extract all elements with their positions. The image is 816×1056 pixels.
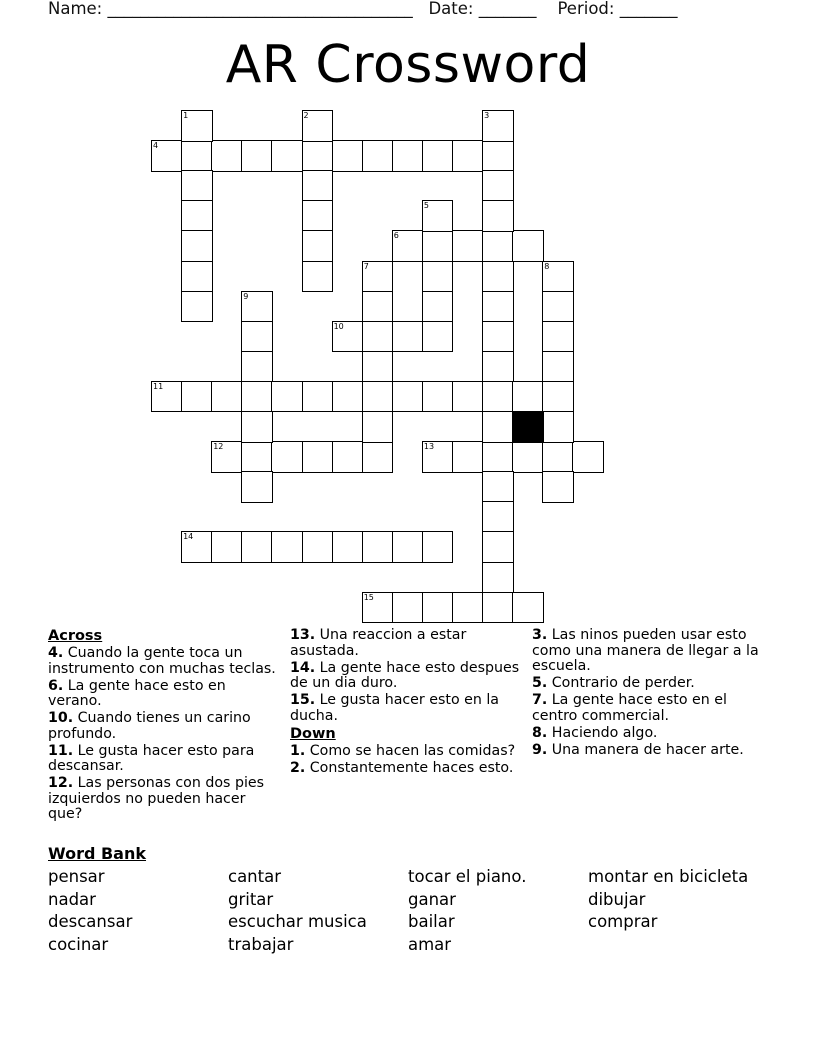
grid-cell[interactable] bbox=[422, 200, 454, 232]
clue bbox=[532, 693, 760, 724]
grid-cell[interactable] bbox=[422, 140, 454, 172]
grid-cell[interactable] bbox=[482, 441, 514, 473]
grid-cell[interactable] bbox=[241, 291, 273, 323]
grid-cell[interactable] bbox=[302, 531, 334, 563]
grid-cell[interactable] bbox=[362, 321, 394, 353]
word-bank-item: comprar bbox=[588, 912, 658, 931]
grid-cell[interactable] bbox=[392, 230, 424, 262]
clue-number-label: 15. bbox=[290, 692, 316, 708]
clue-number-label: 3. bbox=[532, 627, 548, 643]
clue-number-label: 4. bbox=[48, 645, 64, 661]
clue-number: 15 bbox=[363, 592, 374, 602]
clues-column-2 bbox=[290, 628, 522, 778]
grid-cell[interactable] bbox=[181, 381, 213, 413]
word-bank-item: tocar el piano. bbox=[408, 867, 527, 886]
grid-cell[interactable] bbox=[332, 441, 364, 473]
grid-cell[interactable] bbox=[362, 140, 394, 172]
grid-cell[interactable] bbox=[271, 531, 303, 563]
clue bbox=[290, 693, 522, 724]
grid-cell[interactable] bbox=[452, 592, 484, 624]
clue-number-label: 13. bbox=[290, 627, 316, 643]
clue-number-label: 7. bbox=[532, 692, 548, 708]
grid-cell[interactable] bbox=[241, 140, 273, 172]
grid-cell[interactable] bbox=[211, 381, 243, 413]
clue-number: 14 bbox=[183, 532, 194, 542]
clue-text: Cuando la gente toca un instrumento con muchas teclas. bbox=[48, 645, 276, 677]
clue bbox=[532, 743, 760, 759]
grid-cell[interactable] bbox=[542, 381, 574, 413]
down-heading: Down bbox=[290, 725, 336, 742]
grid-cell[interactable] bbox=[362, 291, 394, 323]
clue-text: Las ninos pueden usar esto como una manera de llegar a la escuela. bbox=[532, 627, 759, 674]
clue-text: La gente hace esto en el centro commercial. bbox=[532, 692, 727, 724]
grid-cell[interactable] bbox=[181, 230, 213, 262]
grid-cell[interactable] bbox=[151, 140, 183, 172]
grid-cell[interactable] bbox=[332, 140, 364, 172]
grid-cell[interactable] bbox=[332, 531, 364, 563]
word-bank-item: dibujar bbox=[588, 890, 646, 909]
word-bank-item: nadar bbox=[48, 890, 96, 909]
clue-text: Una reaccion a estar asustada. bbox=[290, 627, 467, 659]
grid-cell[interactable] bbox=[422, 592, 454, 624]
black-cell bbox=[512, 411, 544, 443]
grid-cell[interactable] bbox=[482, 592, 514, 624]
grid-cell[interactable] bbox=[512, 592, 544, 624]
grid-cell[interactable] bbox=[452, 441, 484, 473]
grid-cell[interactable] bbox=[241, 381, 273, 413]
grid-cell[interactable] bbox=[362, 531, 394, 563]
grid-cell[interactable] bbox=[482, 140, 514, 172]
grid-cell[interactable] bbox=[271, 441, 303, 473]
grid-cell[interactable] bbox=[241, 471, 273, 503]
clue bbox=[48, 776, 280, 823]
grid-cell[interactable] bbox=[512, 441, 544, 473]
grid-cell[interactable] bbox=[392, 381, 424, 413]
clue-text: Le gusta hacer esto para descansar. bbox=[48, 742, 255, 774]
grid-cell[interactable] bbox=[362, 441, 394, 473]
clue-text: Como se hacen las comidas? bbox=[305, 742, 516, 759]
clue-text: Haciendo algo. bbox=[547, 724, 658, 741]
clue-text: La gente hace esto despues de un dia duro. bbox=[290, 659, 520, 691]
grid-cell[interactable] bbox=[302, 110, 334, 142]
grid-cell[interactable] bbox=[542, 471, 574, 503]
clue bbox=[290, 628, 522, 659]
grid-cell[interactable] bbox=[181, 110, 213, 142]
grid-cell[interactable] bbox=[241, 351, 273, 383]
grid-cell[interactable] bbox=[392, 531, 424, 563]
grid-cell[interactable] bbox=[151, 381, 183, 413]
clue-number: 8 bbox=[544, 261, 550, 271]
grid-cell[interactable] bbox=[542, 321, 574, 353]
clue-number: 6 bbox=[393, 231, 399, 241]
grid-cell[interactable] bbox=[302, 441, 334, 473]
clues-column-3 bbox=[532, 628, 760, 760]
clue-number: 1 bbox=[183, 111, 189, 120]
clue-number: 5 bbox=[423, 201, 429, 211]
clue-number: 2 bbox=[303, 111, 309, 120]
grid-cell[interactable] bbox=[482, 471, 514, 503]
grid-cell[interactable] bbox=[392, 321, 424, 353]
grid-cell[interactable] bbox=[332, 321, 364, 353]
clue-number: 3 bbox=[484, 111, 490, 120]
grid-cell[interactable] bbox=[181, 261, 213, 293]
grid-cell[interactable] bbox=[482, 531, 514, 563]
clue-text: La gente hace esto en verano. bbox=[48, 677, 226, 709]
clue-number: 4 bbox=[153, 141, 159, 151]
word-bank-title: Word Bank bbox=[48, 844, 147, 863]
clue-number-label: 6. bbox=[48, 677, 64, 694]
clue-text: Cuando tienes un carino profundo. bbox=[48, 710, 251, 742]
clue-text: Le gusta hacer esto en la ducha. bbox=[290, 692, 499, 724]
grid-cell[interactable] bbox=[482, 261, 514, 293]
grid-cell[interactable] bbox=[422, 441, 454, 473]
grid-cell[interactable] bbox=[241, 531, 273, 563]
word-bank-item: amar bbox=[408, 935, 452, 954]
grid-cell[interactable] bbox=[542, 291, 574, 323]
header-fields: Name: _____________________________________ Date: _______ Period: _______ bbox=[48, 0, 678, 18]
word-bank-item: descansar bbox=[48, 912, 133, 931]
clue-number: 11 bbox=[153, 381, 164, 391]
grid-cell[interactable] bbox=[542, 261, 574, 293]
clue-number-label: 11. bbox=[48, 742, 74, 759]
clue bbox=[48, 646, 280, 677]
grid-cell[interactable] bbox=[482, 321, 514, 353]
clue bbox=[532, 676, 760, 692]
clue bbox=[290, 761, 522, 777]
grid-cell[interactable] bbox=[482, 562, 514, 594]
grid-cell[interactable] bbox=[482, 230, 514, 262]
grid-cell[interactable] bbox=[362, 351, 394, 383]
grid-cell[interactable] bbox=[482, 291, 514, 323]
clue-text: Las personas con dos pies izquierdos no pueden hacer que? bbox=[48, 775, 265, 822]
grid-cell[interactable] bbox=[422, 531, 454, 563]
clue-number: 7 bbox=[363, 261, 369, 271]
word-bank-item: pensar bbox=[48, 867, 105, 886]
clue-number-label: 2. bbox=[290, 759, 306, 776]
word-bank-item: escuchar musica bbox=[228, 912, 367, 931]
clue-number: 12 bbox=[213, 442, 224, 452]
grid-cell[interactable] bbox=[512, 230, 544, 262]
word-bank-item: gritar bbox=[228, 890, 274, 909]
grid-cell[interactable] bbox=[482, 170, 514, 202]
clue bbox=[48, 679, 280, 710]
clue-number-label: 1. bbox=[290, 742, 306, 759]
grid-cell[interactable] bbox=[181, 140, 213, 172]
clue-number: 10 bbox=[333, 321, 344, 331]
grid-cell[interactable] bbox=[422, 291, 454, 323]
grid-cell[interactable] bbox=[362, 592, 394, 624]
clue bbox=[290, 661, 522, 692]
clue-number-label: 12. bbox=[48, 775, 74, 791]
clue-number-label: 5. bbox=[532, 675, 548, 691]
clue bbox=[48, 744, 280, 775]
grid-cell[interactable] bbox=[271, 381, 303, 413]
grid-cell[interactable] bbox=[241, 321, 273, 353]
word-bank-item: ganar bbox=[408, 890, 456, 909]
grid-cell[interactable] bbox=[332, 381, 364, 413]
grid-cell[interactable] bbox=[482, 381, 514, 413]
grid-cell[interactable] bbox=[482, 351, 514, 383]
grid-cell[interactable] bbox=[241, 441, 273, 473]
grid-cell[interactable] bbox=[542, 441, 574, 473]
clue-text: Constantemente haces esto. bbox=[305, 759, 514, 776]
grid-cell[interactable] bbox=[302, 381, 334, 413]
grid-cell[interactable] bbox=[302, 261, 334, 293]
grid-cell[interactable] bbox=[181, 531, 213, 563]
grid-cell[interactable] bbox=[452, 230, 484, 262]
page-title: AR Crossword bbox=[225, 35, 591, 95]
grid-cell[interactable] bbox=[572, 441, 604, 473]
word-bank-item: cantar bbox=[228, 867, 282, 886]
grid-cell[interactable] bbox=[422, 261, 454, 293]
clue-number-label: 9. bbox=[532, 741, 548, 758]
grid-cell[interactable] bbox=[482, 110, 514, 142]
grid-cell[interactable] bbox=[181, 170, 213, 202]
grid-cell[interactable] bbox=[392, 592, 424, 624]
clue bbox=[290, 744, 522, 760]
clue-number-label: 8. bbox=[532, 724, 548, 741]
clue bbox=[48, 711, 280, 742]
grid-cell[interactable] bbox=[181, 200, 213, 232]
clue-number: 13 bbox=[423, 442, 435, 452]
grid-cell[interactable] bbox=[542, 411, 574, 443]
grid-cell[interactable] bbox=[362, 411, 394, 443]
grid-cell[interactable] bbox=[392, 140, 424, 172]
grid-cell[interactable] bbox=[362, 261, 394, 293]
grid-cell[interactable] bbox=[302, 200, 334, 232]
grid-cell[interactable] bbox=[181, 291, 213, 323]
grid-cell[interactable] bbox=[482, 411, 514, 443]
clue bbox=[532, 628, 760, 675]
grid-cell[interactable] bbox=[422, 381, 454, 413]
clue-number-label: 14. bbox=[290, 659, 316, 676]
clue-text: Contrario de perder. bbox=[547, 675, 695, 691]
grid-cell[interactable] bbox=[271, 140, 303, 172]
word-bank-item: montar en bicicleta bbox=[588, 867, 749, 886]
grid-cell[interactable] bbox=[452, 381, 484, 413]
grid-cell[interactable] bbox=[422, 321, 454, 353]
word-bank-item: cocinar bbox=[48, 935, 109, 954]
word-bank-item: trabajar bbox=[228, 935, 294, 954]
grid-cell[interactable] bbox=[452, 140, 484, 172]
grid-cell[interactable] bbox=[302, 170, 334, 202]
grid-cell[interactable] bbox=[241, 411, 273, 443]
grid-cell[interactable] bbox=[211, 441, 243, 473]
grid-cell[interactable] bbox=[422, 230, 454, 262]
grid-cell[interactable] bbox=[482, 200, 514, 232]
grid-cell[interactable] bbox=[482, 501, 514, 533]
clue-number: 9 bbox=[243, 291, 249, 301]
grid-cell[interactable] bbox=[512, 381, 544, 413]
grid-cell[interactable] bbox=[542, 351, 574, 383]
across-heading: Across bbox=[48, 628, 103, 644]
grid-cell[interactable] bbox=[362, 381, 394, 413]
grid-cell[interactable] bbox=[211, 140, 243, 172]
clues-column-1 bbox=[48, 628, 280, 824]
clue-text: Una manera de hacer arte. bbox=[547, 741, 744, 758]
clue-number-label: 10. bbox=[48, 710, 74, 726]
grid-cell[interactable] bbox=[211, 531, 243, 563]
grid-cell[interactable] bbox=[302, 230, 334, 262]
clue bbox=[532, 726, 760, 742]
word-bank-item: bailar bbox=[408, 912, 455, 931]
grid-cell[interactable] bbox=[302, 140, 334, 172]
